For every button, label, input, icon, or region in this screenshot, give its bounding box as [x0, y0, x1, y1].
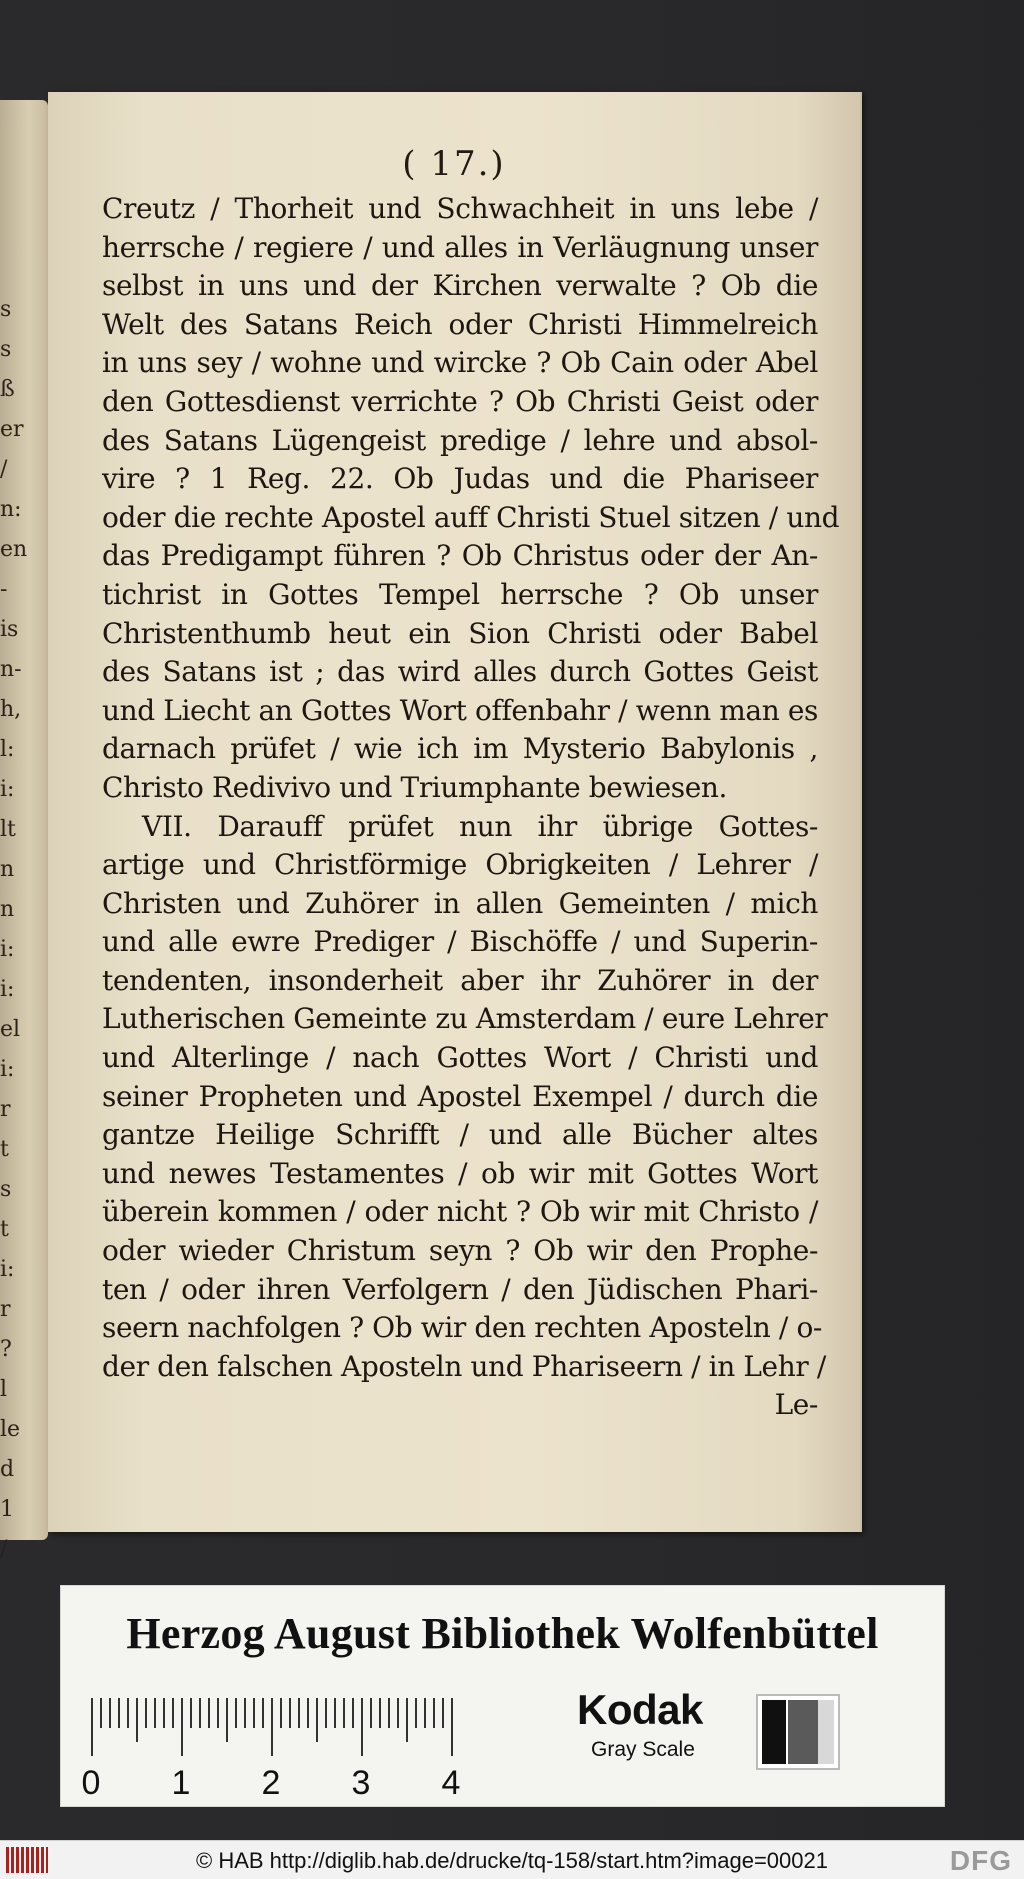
fragment-glyph: / [0, 457, 8, 482]
ruler-tick [217, 1698, 219, 1728]
ruler-number: 4 [441, 1764, 461, 1802]
ruler-tick [316, 1698, 318, 1742]
fragment-glyph: - [0, 577, 8, 602]
text-line: selbst in uns und der Kirchen verwalte ? Ob die [102, 269, 818, 303]
ruler-number: 3 [351, 1764, 371, 1802]
library-title: Herzog August Bibliothek Wolfenbüttel [126, 1609, 879, 1658]
fragment-glyph: r [0, 1097, 11, 1122]
fragment-glyph: lt [0, 817, 16, 842]
ruler-tick [244, 1698, 246, 1728]
page-number: ( 17.) [402, 144, 506, 184]
ruler-tick [190, 1698, 192, 1728]
fragment-glyph: 1 [0, 1497, 14, 1522]
ruler-tick [424, 1698, 426, 1728]
ruler-tick [325, 1698, 327, 1728]
fragment-glyph: t [0, 1137, 9, 1162]
fragment-glyph: i: [0, 1257, 15, 1282]
gray-patch [788, 1700, 818, 1764]
ruler-tick [208, 1698, 210, 1728]
text-line: oder wieder Christum seyn ? Ob wir den Prophe- [102, 1234, 818, 1268]
fragment-glyph: l: [0, 737, 15, 762]
text-line: und alle ewre Prediger / Bischöffe / und Superin- [102, 925, 818, 959]
ruler-tick [118, 1698, 120, 1728]
ruler-tick [109, 1698, 111, 1728]
ruler-tick [388, 1698, 390, 1728]
fragment-glyph: n [0, 897, 15, 922]
ruler-tick [289, 1698, 291, 1728]
ruler-tick [136, 1698, 138, 1742]
book-page [48, 92, 860, 1532]
fragment-glyph: ß [0, 377, 15, 402]
text-line: Creutz / Thorheit und Schwachheit in uns lebe / [102, 192, 818, 225]
ruler-number: 2 [261, 1764, 281, 1802]
ruler-tick [370, 1698, 372, 1728]
ruler-tick [406, 1698, 408, 1742]
fragment-glyph: / [0, 1537, 8, 1562]
text-line: Le- [774, 1388, 818, 1422]
text-line: Welt des Satans Reich oder Christi Himmelreich [102, 307, 818, 341]
fragment-glyph: le [0, 1417, 21, 1442]
ruler-tick [172, 1698, 174, 1728]
ruler-tick [127, 1698, 129, 1728]
text-line: ten / oder ihren Verfolgern / den Jüdischen Phari- [102, 1272, 818, 1306]
fragment-glyph: i: [0, 1057, 15, 1082]
fragment-glyph: h, [0, 697, 22, 722]
ruler-tick [100, 1698, 102, 1728]
ruler-tick [442, 1698, 444, 1728]
text-line: das Predigampt führen ? Ob Christus oder der An- [102, 539, 818, 573]
ruler-tick [280, 1698, 282, 1728]
fragment-glyph: n [0, 857, 15, 882]
fragment-glyph: ? [0, 1337, 12, 1362]
fragment-glyph: t [0, 1217, 9, 1242]
ruler-number: 0 [81, 1764, 101, 1802]
fragment-glyph: i: [0, 977, 15, 1002]
ruler-tick [307, 1698, 309, 1728]
fragment-glyph: n: [0, 497, 22, 522]
ruler-tick [352, 1698, 354, 1728]
ruler-tick [334, 1698, 336, 1728]
text-line: Lutherischen Gemeinte zu Amsterdam / eure Lehrer [102, 1002, 828, 1036]
ruler-tick [262, 1698, 264, 1728]
text-line: und Alterlinge / nach Gottes Wort / Christi und [102, 1041, 818, 1075]
text-line: Christen und Zuhörer in allen Gemeinten / mich [102, 886, 818, 920]
scale-ruler [81, 1688, 529, 1802]
ruler-number: 1 [171, 1764, 191, 1802]
ruler-tick [253, 1698, 255, 1728]
text-line: in uns sey / wohne und wircke ? Ob Cain oder Abel [102, 346, 818, 380]
ruler-tick [154, 1698, 156, 1728]
ruler-tick [199, 1698, 201, 1728]
text-line: artige und Christförmige Obrigkeiten / Lehrer / [102, 848, 818, 882]
ruler-tick [433, 1698, 435, 1728]
ruler-tick [451, 1698, 453, 1756]
ruler-tick [343, 1698, 345, 1728]
ruler-tick [415, 1698, 417, 1728]
footer-bar [0, 1840, 1024, 1879]
ruler-tick [379, 1698, 381, 1728]
source-link[interactable]: © HAB http://diglib.hab.de/drucke/tq-158/start.htm?image=00021 [196, 1848, 828, 1873]
fragment-glyph: en [0, 537, 28, 562]
text-line: VII. Darauff prüfet nun ihr übrige Gottes- [142, 809, 818, 843]
text-line: herrsche / regiere / und alles in Verläugnung unser [102, 230, 818, 264]
text-line: Christo Redivivo und Triumphante bewiesen. [102, 770, 728, 804]
text-line: vire ? 1 Reg. 22. Ob Judas und die Phariseer [102, 462, 818, 496]
fragment-glyph: r [0, 1297, 11, 1322]
fragment-glyph: s [0, 1177, 12, 1202]
text-line: des Satans ist ; das wird alles durch Gottes Geist [102, 655, 818, 689]
text-line: darnach prüfet / wie ich im Mysterio Babylonis , [102, 732, 818, 766]
text-line: und newes Testamentes / ob wir mit Gottes Wort [102, 1156, 818, 1190]
ruler-tick [361, 1698, 363, 1756]
ruler-tick [397, 1698, 399, 1728]
ruler-tick [145, 1698, 147, 1728]
text-line: den Gottesdienst verrichte ? Ob Christi Geist oder [102, 384, 818, 418]
gray-scale-swatch [756, 1694, 840, 1770]
text-line: seern nachfolgen ? Ob wir den rechten Aposteln / o- [102, 1311, 822, 1345]
fragment-glyph: d [0, 1457, 15, 1482]
text-line: gantze Heilige Schrifft / und alle Bücher altes [102, 1118, 818, 1152]
ruler-tick [163, 1698, 165, 1728]
fragment-glyph: el [0, 1017, 21, 1042]
text-line: Christenthumb heut ein Sion Christi oder Babel [102, 616, 818, 650]
ruler-tick [181, 1698, 183, 1756]
text-line: des Satans Lügengeist predige / lehre und absol- [102, 423, 818, 457]
text-line: überein kommen / oder nicht ? Ob wir mit Christo / [102, 1195, 818, 1229]
ruler-tick [271, 1698, 273, 1756]
text-line: oder die rechte Apostel auff Christi Stuel sitzen / und [102, 500, 840, 534]
text-line: und Liecht an Gottes Wort offenbahr / wenn man es [102, 693, 818, 727]
light-patch [818, 1700, 834, 1764]
ruler-tick [226, 1698, 228, 1742]
color-target-card [60, 1585, 945, 1807]
fragment-glyph: n- [0, 657, 22, 682]
ruler-tick [298, 1698, 300, 1728]
fragment-glyph: i: [0, 937, 15, 962]
previous-page-edge [0, 100, 48, 1562]
text-line: der den falschen Aposteln und Phariseern / in Lehr / [102, 1349, 826, 1383]
fragment-glyph: is [0, 617, 19, 642]
fragment-glyph: l [0, 1377, 8, 1402]
text-line: seiner Propheten und Apostel Exempel / durch die [102, 1079, 818, 1113]
previous-page-fragments [0, 290, 28, 1570]
ruler-tick [91, 1698, 93, 1756]
fragment-glyph: s [0, 297, 12, 322]
black-patch [762, 1700, 786, 1764]
page-text [102, 190, 840, 1425]
dfg-logo: DFG [949, 1845, 1012, 1876]
ruler-tick [235, 1698, 237, 1728]
fragment-glyph: s [0, 337, 12, 362]
fragment-glyph: i: [0, 777, 15, 802]
kodak-logo: Kodak [577, 1686, 703, 1733]
gray-scale-label: Gray Scale [591, 1738, 695, 1761]
text-line: tendenten, insonderheit aber ihr Zuhörer in der [102, 963, 818, 997]
fragment-glyph: er [0, 417, 24, 442]
text-line: tichrist in Gottes Tempel herrsche ? Ob unser [102, 577, 818, 611]
